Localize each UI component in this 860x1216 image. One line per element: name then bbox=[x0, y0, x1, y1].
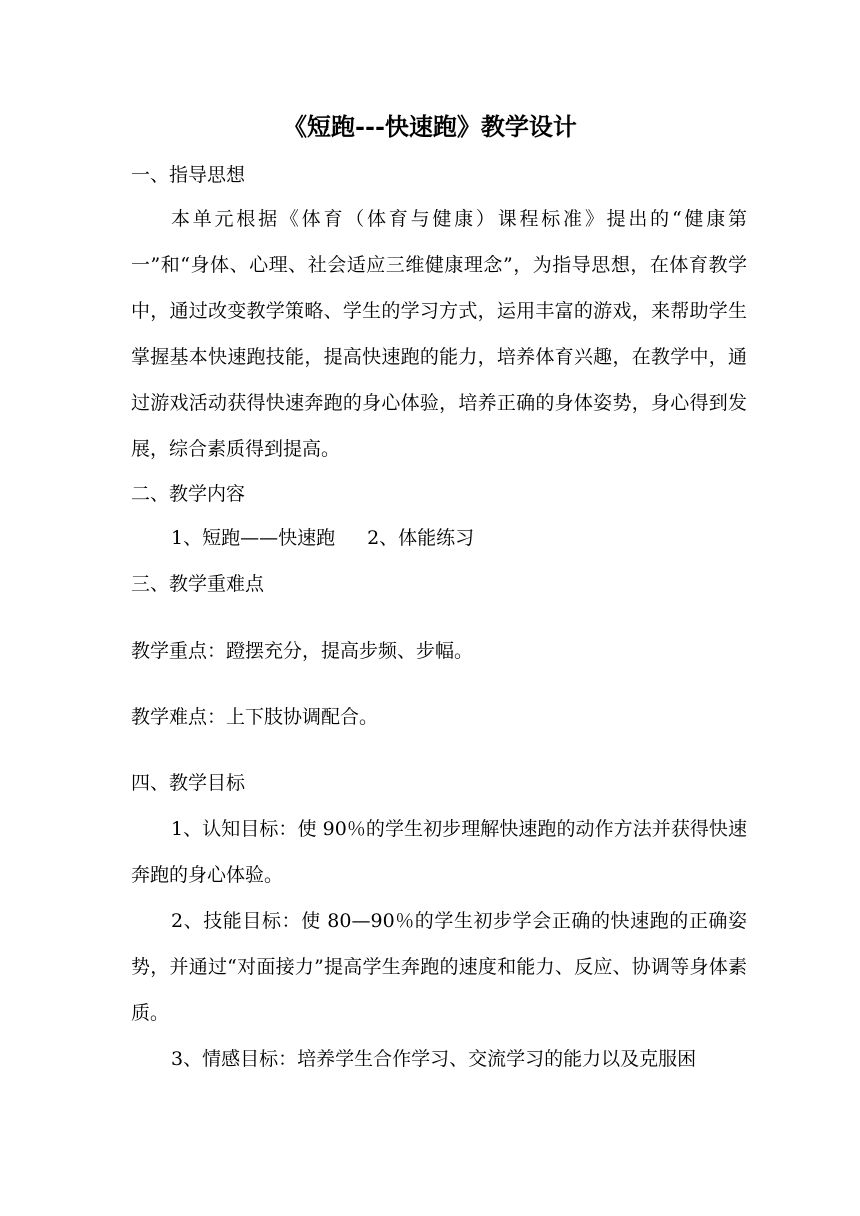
teaching-content-item-2: 2、体能练习 bbox=[367, 527, 475, 549]
key-point-text: 教学重点：蹬摆充分，提高步频、步幅。 bbox=[131, 640, 474, 662]
goal-emotional: 3、情感目标：培养学生合作学习、交流学习的能力以及克服困 bbox=[171, 1048, 697, 1070]
section-heading-teaching-goals: 四、教学目标 bbox=[131, 772, 246, 794]
guiding-thought-paragraph: 本单元根据《体育（体育与健康）课程标准》提出的“健康第一”和“身体、心理、社会适应三维健康理念”，为指导思想，在体育教学中，通过改变教学策略、学生的学习方式，运用丰富的游戏，来帮助学生掌握基本快速跑技能，提高快速跑的能力，培养体育兴趣，在教学中，通过游戏活动获得快速奔跑的身心体验，培养正确的身体姿势，身心得到发展，综合素质得到提高。 bbox=[131, 208, 747, 460]
goal-skill: 2、技能目标：使 80—90％的学生初步学会正确的快速跑的正确姿势，并通过“对面接力”提高学生奔跑的速度和能力、反应、协调等身体素质。 bbox=[131, 910, 747, 1024]
goal-cognitive: 1、认知目标：使 90％的学生初步理解快速跑的动作方法并获得快速奔跑的身心体验。 bbox=[131, 818, 747, 886]
section-heading-teaching-content: 二、教学内容 bbox=[131, 483, 246, 505]
teaching-content-item-1: 1、短跑——快速跑 bbox=[171, 527, 336, 549]
section-heading-guiding-thought: 一、指导思想 bbox=[131, 164, 246, 186]
teaching-content-items bbox=[171, 523, 474, 553]
section-heading-key-points: 三、教学重难点 bbox=[131, 573, 265, 595]
document-title: 《短跑---快速跑》教学设计 bbox=[283, 112, 577, 141]
difficult-point-text: 教学难点：上下肢协调配合。 bbox=[131, 706, 379, 728]
